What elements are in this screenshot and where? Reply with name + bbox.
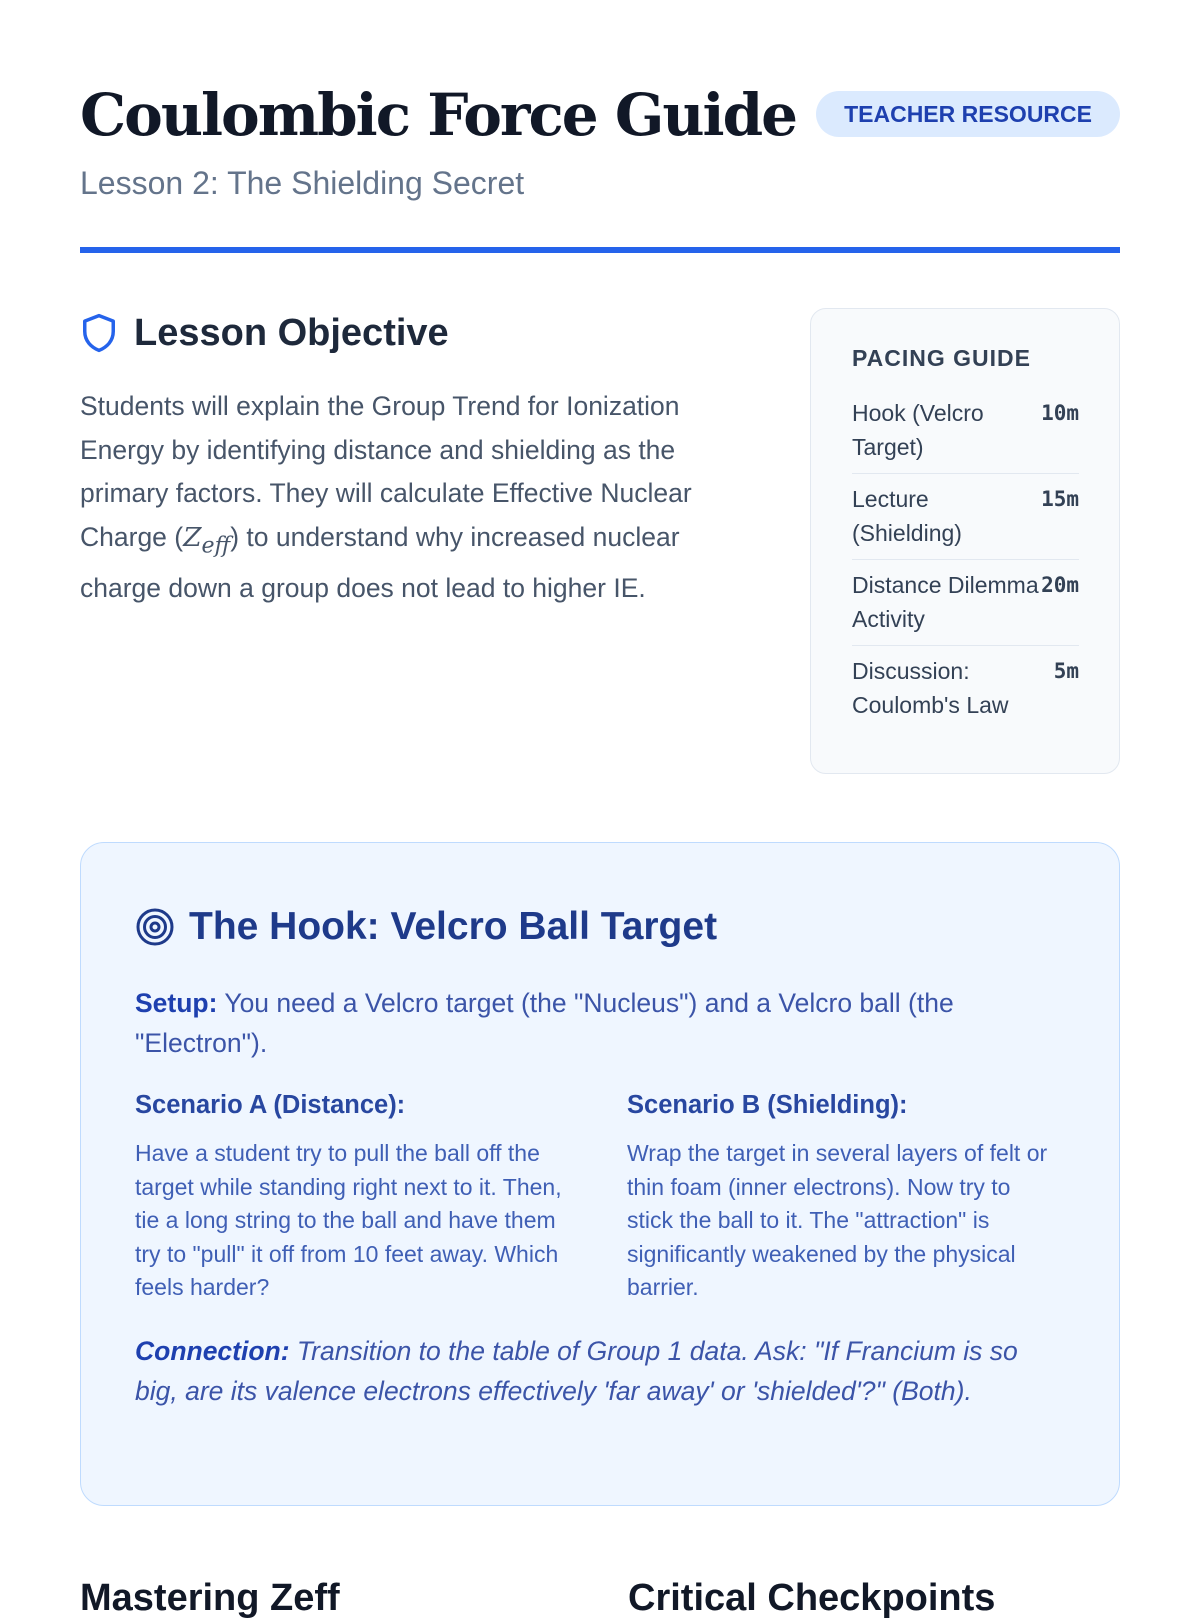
pacing-time: 20m	[1041, 573, 1079, 597]
target-icon	[135, 907, 175, 947]
zeff-base: Z	[183, 521, 202, 553]
hook-setup	[135, 983, 1065, 1063]
scenario-title: Scenario B (Shielding):	[627, 1091, 908, 1119]
setup-label: Setup:	[135, 988, 218, 1018]
scenario-columns	[135, 1087, 1065, 1305]
objective-text-part1: Students will explain the Group Trend for Ionization Energy by identifying distance and shielding as the primary factors. They will calculate Effective Nuclear Charge (	[80, 391, 692, 552]
header-divider	[80, 247, 1120, 253]
scenario-title: Scenario A (Distance):	[135, 1091, 406, 1119]
critical-checkpoints-heading: Critical Checkpoints	[628, 1577, 996, 1619]
scenario-b	[627, 1087, 1059, 1305]
connection-text: Transition to the table of Group 1 data. Ask: "If Francium is so big, are its valence electrons effectively 'far away' or 'shielded'?" (Both).	[135, 1335, 1018, 1406]
mastering-zeff-heading: Mastering Zeff	[80, 1577, 340, 1619]
pacing-label: Distance Dilemma Activity	[852, 572, 1039, 632]
pacing-row	[852, 388, 1079, 474]
pacing-row	[852, 646, 1079, 731]
scenario-a	[135, 1087, 575, 1305]
pacing-label: Discussion: Coulomb's Law	[852, 658, 1009, 718]
setup-text: You need a Velcro target (the "Nucleus") and a Velcro ball (the "Electron").	[135, 988, 954, 1058]
pacing-time: 10m	[1041, 401, 1079, 425]
zeff-subscript: eff	[201, 532, 231, 558]
pacing-guide-card	[810, 308, 1120, 774]
lesson-objective-section	[80, 305, 750, 611]
pacing-time: 5m	[1053, 659, 1079, 683]
page-title: Coulombic Force Guide	[80, 81, 797, 149]
pacing-time: 15m	[1041, 487, 1079, 511]
objective-heading	[80, 305, 750, 361]
pacing-label: Lecture (Shielding)	[852, 486, 962, 546]
hook-card	[80, 842, 1120, 1506]
objective-text	[80, 385, 750, 611]
pacing-row	[852, 474, 1079, 560]
hook-title: The Hook: Velcro Ball Target	[189, 905, 718, 948]
pacing-label: Hook (Velcro Target)	[852, 400, 984, 460]
objective-text-part2: ) to understand why increased nuclear charge down a group does not lead to higher IE.	[80, 521, 680, 604]
hook-heading	[135, 897, 1065, 957]
zeff-symbol	[183, 521, 231, 558]
page-header	[80, 0, 1120, 252]
hook-connection	[135, 1331, 1065, 1411]
page-subtitle: Lesson 2: The Shielding Secret	[80, 165, 525, 201]
connection-label: Connection:	[135, 1335, 290, 1366]
scenario-text: Wrap the target in several layers of felt or thin foam (inner electrons). Now try to stick the ball to it. The "attraction" is significantly weakened by the physical barrier.	[627, 1140, 1048, 1300]
teacher-resource-badge: TEACHER RESOURCE	[816, 91, 1120, 137]
scenario-text: Have a student try to pull the ball off the target while standing right next to it. Then, tie a long string to the ball and have them try to "pull" it off from 10 feet away. Which feels harder?	[135, 1140, 562, 1300]
shield-icon	[80, 312, 118, 354]
objective-title: Lesson Objective	[134, 311, 449, 354]
lesson-page	[80, 0, 1120, 1619]
pacing-row	[852, 560, 1079, 646]
pacing-guide-title: PACING GUIDE	[852, 345, 1031, 371]
